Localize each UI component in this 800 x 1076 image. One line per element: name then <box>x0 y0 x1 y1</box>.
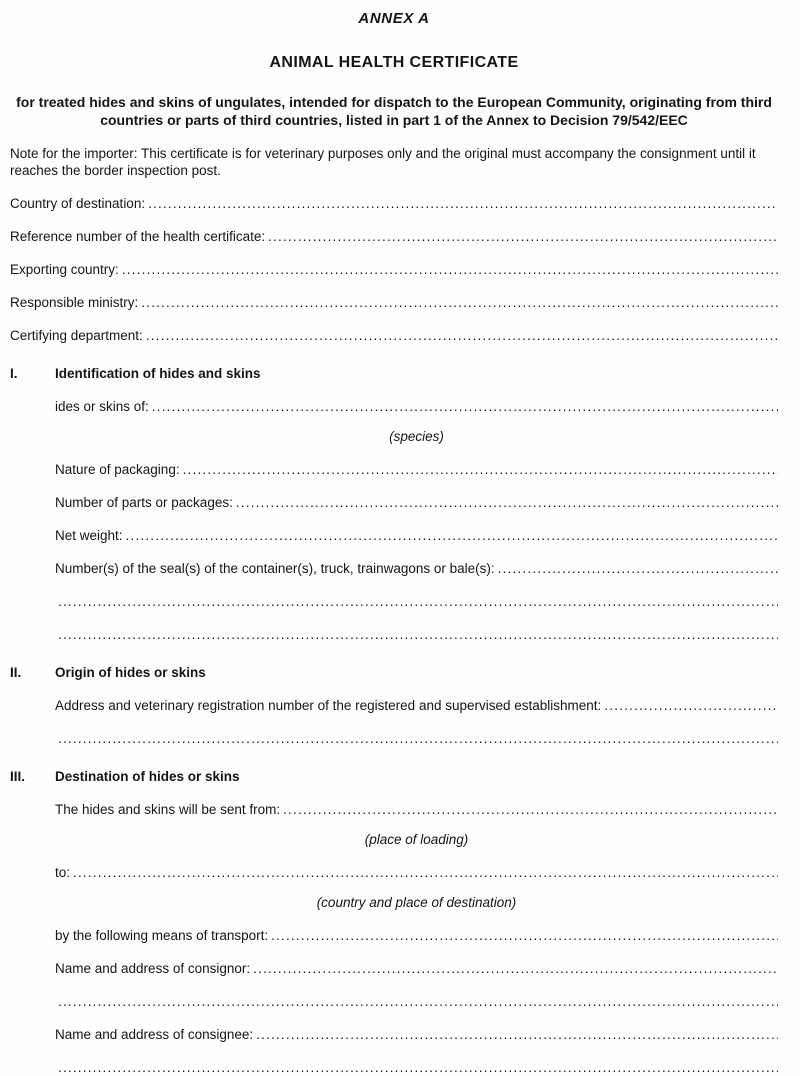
field-label: Net weight: <box>55 528 123 543</box>
field-consignee <box>55 1026 778 1043</box>
section-1-heading <box>10 365 778 382</box>
continuation-line <box>55 593 778 610</box>
continuation-line <box>55 1059 778 1076</box>
field-nature-of-packaging <box>55 461 778 478</box>
field-label: Number of parts or packages: <box>55 495 233 510</box>
continuation-line <box>55 993 778 1010</box>
field-number-of-parts <box>55 494 778 511</box>
section-2-number: II. <box>10 665 22 680</box>
dotted-fill-line <box>268 228 778 245</box>
field-label: The hides and skins will be sent from: <box>55 802 281 817</box>
dotted-fill-line <box>604 697 778 714</box>
field-responsible-ministry <box>10 294 778 311</box>
dotted-fill-line <box>126 527 778 544</box>
field-label: ides or skins of: <box>55 399 149 414</box>
continuation-line <box>55 626 778 643</box>
field-seal-numbers <box>55 560 778 577</box>
dotted-fill-line <box>498 560 778 577</box>
field-label: Name and address of consignor: <box>55 961 251 976</box>
species-caption: (species) <box>389 429 444 444</box>
dotted-fill-line <box>183 461 778 478</box>
section-2-title: Origin of hides or skins <box>55 665 206 680</box>
field-exporting-country <box>10 261 778 278</box>
field-means-of-transport <box>55 927 778 944</box>
dotted-fill-line <box>271 927 778 944</box>
field-net-weight <box>55 527 778 544</box>
field-to <box>55 864 778 881</box>
annex-title: ANNEX A <box>358 10 430 27</box>
dotted-fill-line <box>58 626 778 643</box>
section-1-title: Identification of hides and skins <box>55 366 261 381</box>
section-3-heading <box>10 768 778 785</box>
field-label: Number(s) of the seal(s) of the container(s), truck, trainwagons or bale(s): <box>55 561 495 576</box>
field-certifying-department <box>10 327 778 344</box>
field-establishment-address <box>55 697 778 714</box>
dotted-fill-line <box>58 1059 778 1076</box>
field-label: by the following means of transport: <box>55 928 269 943</box>
place-of-loading-caption: (place of loading) <box>364 832 469 847</box>
dotted-fill-line <box>122 261 778 278</box>
dotted-fill-line <box>141 294 778 311</box>
destination-caption: (country and place of destination) <box>316 895 517 910</box>
dotted-fill-line <box>58 730 778 747</box>
importer-note: Note for the importer: This certificate is for veterinary purposes only and the original must accompany the consignment until it reaches the border inspection post. <box>10 146 756 178</box>
dotted-fill-line <box>58 993 778 1010</box>
dotted-fill-line <box>152 398 778 415</box>
continuation-line <box>55 730 778 747</box>
field-label: Exporting country: <box>10 262 119 277</box>
field-label: Nature of packaging: <box>55 462 180 477</box>
section-3-number: III. <box>10 769 26 784</box>
dotted-fill-line <box>73 864 778 881</box>
field-label: Address and veterinary registration number of the registered and supervised establishment: <box>55 698 602 713</box>
field-reference-number <box>10 228 778 245</box>
dotted-fill-line <box>283 801 778 818</box>
field-sent-from <box>55 801 778 818</box>
field-label: Country of destination: <box>10 196 146 211</box>
field-consignor <box>55 960 778 977</box>
field-label: Name and address of consignee: <box>55 1027 254 1042</box>
section-3-title: Destination of hides or skins <box>55 769 240 784</box>
dotted-fill-line <box>256 1026 778 1043</box>
field-label: Responsible ministry: <box>10 295 139 310</box>
dotted-fill-line <box>58 593 778 610</box>
section-2-heading <box>10 664 778 681</box>
field-country-of-destination <box>10 195 778 212</box>
field-label: to: <box>55 865 71 880</box>
certificate-subtitle: for treated hides and skins of ungulates, intended for dispatch to the European Community, originating from third countries or parts of third countries, listed in part 1 of the Annex to Decision 79/542/EEC <box>16 94 772 128</box>
certificate-title: ANIMAL HEALTH CERTIFICATE <box>269 54 519 71</box>
section-1-number: I. <box>10 366 18 381</box>
field-hides-or-skins-of <box>55 398 778 415</box>
dotted-fill-line <box>148 195 778 212</box>
dotted-fill-line <box>146 327 778 344</box>
dotted-fill-line <box>253 960 778 977</box>
field-label: Reference number of the health certificate: <box>10 229 266 244</box>
field-label: Certifying department: <box>10 328 143 343</box>
dotted-fill-line <box>236 494 778 511</box>
